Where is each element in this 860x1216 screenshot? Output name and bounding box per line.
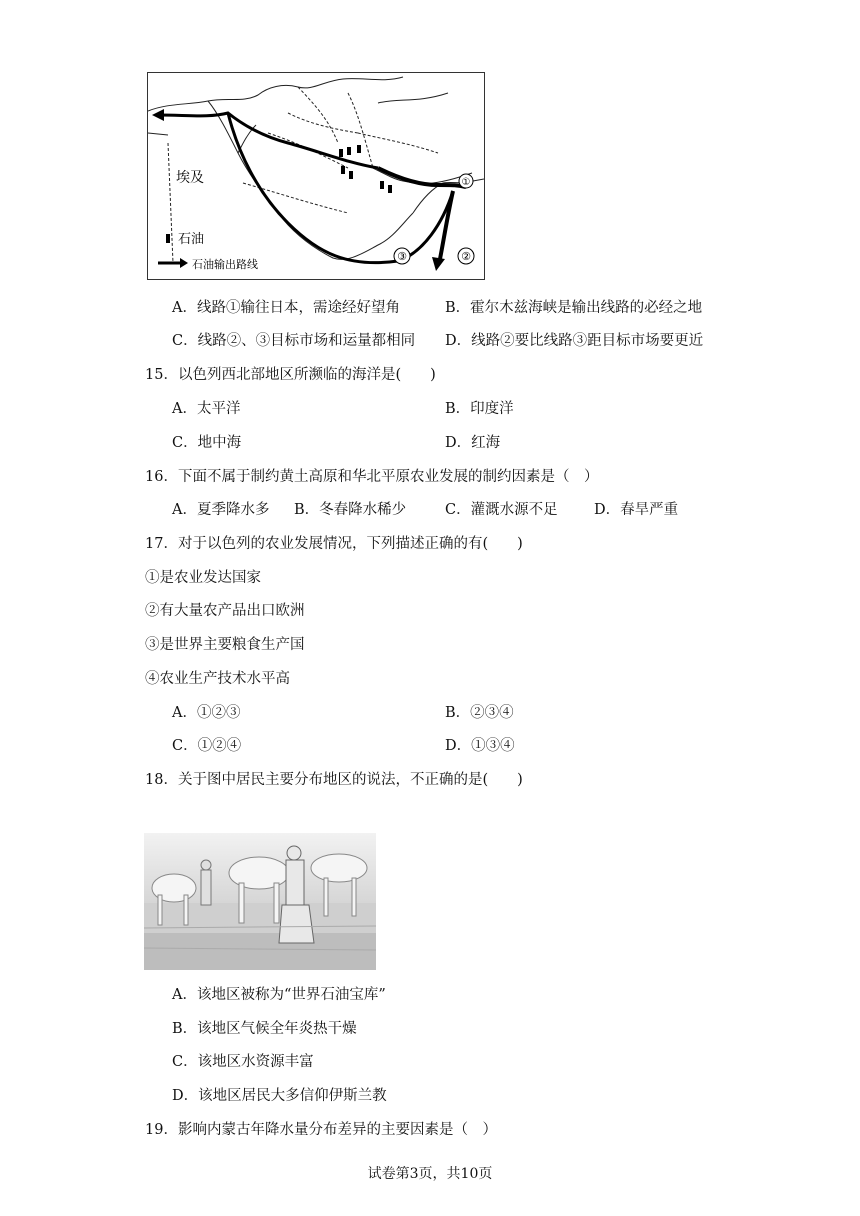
- route-3-line: [228, 113, 453, 263]
- route-2-line: [440, 191, 453, 259]
- q18-option-a: A．该地区被称为“世界石油宝库”: [172, 987, 386, 1003]
- route-marker-2: ②: [461, 250, 471, 263]
- q17-item-1: ①是农业发达国家: [145, 570, 261, 586]
- page-footer: 试卷第3页，共10页: [367, 1166, 493, 1182]
- q18-option-b: B．该地区气候全年炎热干燥: [172, 1021, 357, 1037]
- route-1-line: [158, 113, 378, 168]
- q18-option-d: D．该地区居民大多信仰伊斯兰教: [172, 1088, 387, 1104]
- q16-stem: 16．下面不属于制约黄土高原和华北平原农业发展的制约因素是（ ）: [145, 469, 599, 485]
- q17-option-c: C．①②④: [172, 738, 242, 754]
- q16-option-d: D．春旱严重: [594, 502, 679, 518]
- route-marker-3: ③: [397, 250, 407, 263]
- route-1-arrowhead: [152, 109, 164, 121]
- desert-camel-photo: [144, 833, 376, 970]
- q15-option-a: A．太平洋: [172, 401, 241, 417]
- q16-option-a: A．夏季降水多: [172, 502, 270, 518]
- q15-option-d: D．红海: [445, 435, 501, 451]
- q17-item-2: ②有大量农产品出口欧洲: [145, 603, 305, 619]
- legend-route-label: 石油输出路线: [192, 258, 258, 271]
- map-drawing: [148, 73, 484, 279]
- q19-stem: 19．影响内蒙古年降水量分布差异的主要因素是（ ）: [145, 1122, 497, 1138]
- legend-oil-label: 石油: [178, 232, 205, 247]
- q18-option-c: C．该地区水资源丰富: [172, 1054, 314, 1070]
- q17-stem: 17．对于以色列的农业发展情况，下列描述正确的有( ): [145, 536, 523, 552]
- q14-option-d: D．线路②要比线路③距目标市场要更近: [445, 333, 704, 349]
- q17-option-d: D．①③④: [445, 738, 515, 754]
- route-marker-1: ①: [461, 177, 471, 188]
- q15-stem: 15．以色列西北部地区所濒临的海洋是( ): [145, 367, 436, 383]
- q17-item-3: ③是世界主要粮食生产国: [145, 637, 305, 653]
- photo-drawing: [144, 833, 376, 970]
- q14-option-a: A．线路①输往日本，需途经好望角: [172, 300, 400, 316]
- q16-option-b: B．冬春降水稀少: [294, 502, 407, 518]
- legend-oil-icon: [166, 234, 170, 243]
- q15-option-b: B．印度洋: [445, 401, 514, 417]
- egypt-label: 埃及: [176, 170, 204, 186]
- q17-item-4: ④农业生产技术水平高: [145, 671, 290, 687]
- q14-option-c: C．线路②、③目标市场和运量都相同: [172, 333, 416, 349]
- q15-option-c: C．地中海: [172, 435, 242, 451]
- q17-option-a: A．①②③: [172, 705, 241, 721]
- route-2-arrowhead: [432, 257, 445, 271]
- oil-route-map: [147, 72, 485, 280]
- q17-option-b: B．②③④: [445, 705, 514, 721]
- q14-option-b: B．霍尔木兹海峡是输出线路的必经之地: [445, 300, 703, 316]
- q18-stem: 18．关于图中居民主要分布地区的说法，不正确的是( ): [145, 772, 523, 788]
- q16-option-c: C．灌溉水源不足: [445, 502, 558, 518]
